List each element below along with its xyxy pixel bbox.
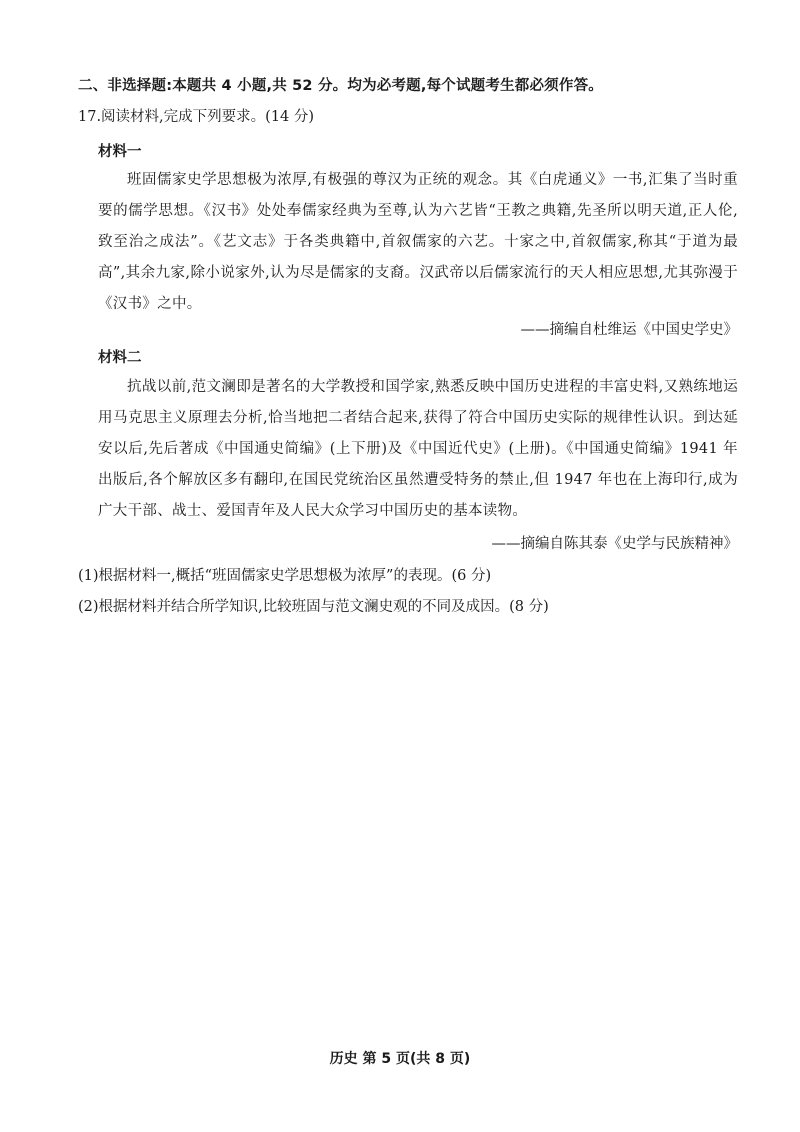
sub-question-2: (2)根据材料并结合所学知识,比较班固与范文澜史观的不同及成因。(8 分): [78, 599, 549, 615]
material-one-source: ——摘编自杜维运《中国史学史》: [520, 322, 738, 338]
material-one-body: 班固儒家史学思想极为浓厚,有极强的尊汉为正统的观念。其《白虎通义》一书,汇集了当时重要的儒学思想。《汉书》处处奉儒家经典为至尊,认为六艺皆“王教之典籍,先圣所以明天道,正人伦,致至治之成法”。《艺文志》于各类典籍中,首叙儒家的六艺。十家之中,首叙儒家,称其“于道为最高”,其余九家,除小说家外,认为尽是儒家的支裔。汉武帝以后儒家流行的天人相应思想,尤其弥漫于《汉书》之中。: [98, 172, 738, 312]
question-title: 17.阅读材料,完成下列要求。(14 分): [78, 109, 315, 125]
material-one-label: 材料一: [98, 144, 142, 160]
material-two-body: 抗战以前,范文澜即是著名的大学教授和国学家,熟悉反映中国历史进程的丰富史料,又熟练地运用马克思主义原理去分析,恰当地把二者结合起来,获得了符合中国历史实际的规律性认识。到达延安以后,先后著成《中国通史简编》(上下册)及《中国近代史》(上册)。《中国通史简编》1941 年出版后,各个解放区多有翻印,在国民党统治区虽然遭受特务的禁止,但 1947 年也在上海印行,成为广大干部、战士、爱国青年及人民大众学习中国历史的基本读物。: [98, 379, 738, 519]
material-two-source: ——摘编自陈其泰《史学与民族精神》: [491, 536, 738, 552]
page-footer: 历史 第 5 页(共 8 页): [329, 1051, 471, 1067]
material-two-label: 材料二: [98, 350, 142, 366]
sub-question-1: (1)根据材料一,概括“班固儒家史学思想极为浓厚”的表现。(6 分): [78, 568, 492, 584]
section-heading: 二、非选择题:本题共 4 小题,共 52 分。均为必考题,每个试题考生都必须作答。: [78, 78, 603, 94]
